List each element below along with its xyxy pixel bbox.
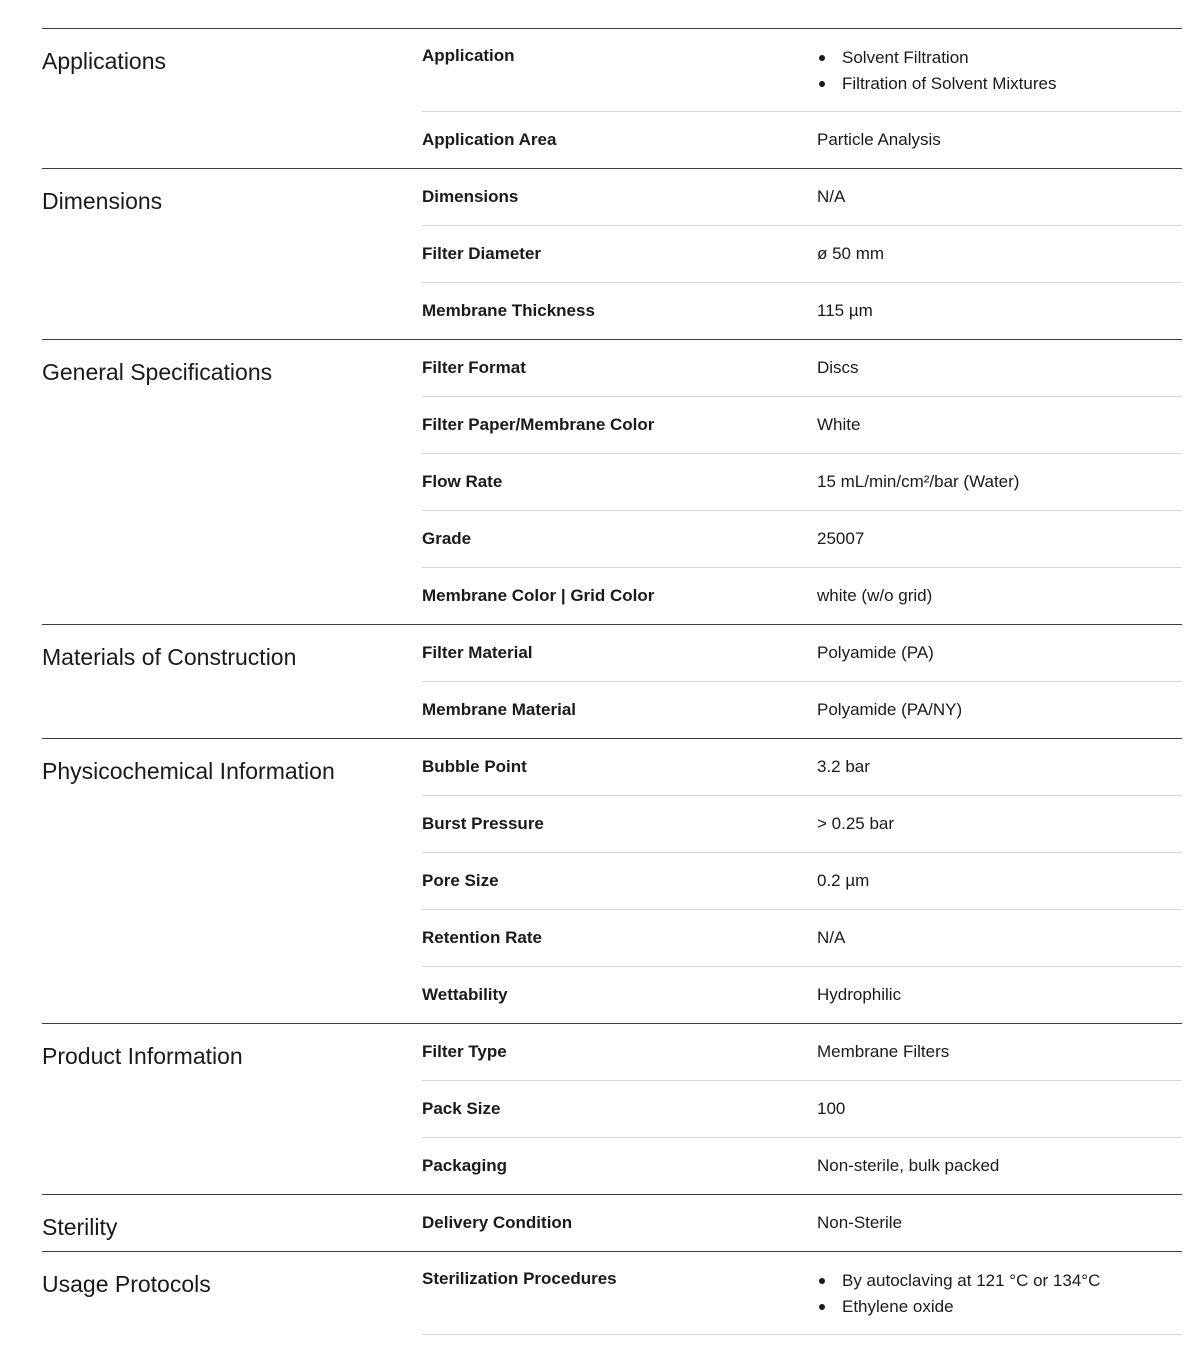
spec-row-pack-size — [422, 1081, 1182, 1138]
spec-value: N/A — [817, 187, 846, 206]
spec-section-physicochemical-information — [42, 738, 1182, 1023]
spec-section-materials-of-construction — [42, 624, 1182, 738]
spec-label: Pack Size — [422, 1099, 501, 1118]
spec-rows — [422, 1252, 1182, 1335]
spec-label: Pore Size — [422, 871, 499, 890]
section-title: Product Information — [42, 1043, 243, 1069]
spec-value: > 0.25 bar — [817, 814, 895, 833]
spec-rows — [422, 1024, 1182, 1194]
spec-value-list-item: By autoclaving at 121 °C or 134°C — [817, 1268, 1182, 1294]
spec-label: Filter Type — [422, 1042, 507, 1061]
spec-value: Membrane Filters — [817, 1042, 950, 1061]
spec-row-membrane-color-grid-color — [422, 568, 1182, 624]
spec-row-filter-paper-membrane-color — [422, 397, 1182, 454]
spec-section-applications — [42, 28, 1182, 168]
spec-value: 25007 — [817, 529, 865, 548]
spec-value: White — [817, 415, 861, 434]
spec-rows — [422, 340, 1182, 624]
spec-rows — [422, 29, 1182, 168]
section-title: Applications — [42, 48, 167, 74]
spec-label: Dimensions — [422, 187, 519, 206]
section-title: Physicochemical Information — [42, 758, 335, 784]
spec-value: 3.2 bar — [817, 757, 870, 776]
spec-row-flow-rate — [422, 454, 1182, 511]
spec-rows — [422, 739, 1182, 1023]
spec-label: Delivery Condition — [422, 1213, 573, 1232]
spec-row-sterilization-procedures — [422, 1252, 1182, 1335]
spec-section-sterility — [42, 1194, 1182, 1251]
spec-section-dimensions — [42, 168, 1182, 339]
spec-label: Filter Material — [422, 643, 533, 662]
spec-label: Packaging — [422, 1156, 508, 1175]
section-title: Sterility — [42, 1214, 118, 1240]
spec-label: Burst Pressure — [422, 814, 544, 833]
spec-row-filter-type — [422, 1024, 1182, 1081]
spec-row-application-area — [422, 112, 1182, 168]
spec-row-packaging — [422, 1138, 1182, 1194]
spec-value: Hydrophilic — [817, 985, 902, 1004]
spec-value-list — [817, 45, 1182, 97]
spec-row-grade — [422, 511, 1182, 568]
spec-row-retention-rate — [422, 910, 1182, 967]
spec-value: 100 — [817, 1099, 846, 1118]
spec-value: Particle Analysis — [817, 130, 941, 149]
spec-row-dimensions — [422, 169, 1182, 226]
spec-value: white (w/o grid) — [817, 586, 933, 605]
spec-label: Sterilization Procedures — [422, 1269, 617, 1288]
spec-value-list-item: Filtration of Solvent Mixtures — [817, 71, 1182, 97]
spec-row-filter-material — [422, 625, 1182, 682]
spec-value — [817, 1268, 1182, 1320]
spec-value: ø 50 mm — [817, 244, 885, 263]
spec-value: 15 mL/min/cm²/bar (Water) — [817, 472, 1020, 491]
section-title: Dimensions — [42, 188, 163, 214]
spec-label: Filter Paper/Membrane Color — [422, 415, 655, 434]
spec-row-pore-size — [422, 853, 1182, 910]
spec-rows — [422, 169, 1182, 339]
spec-label: Application Area — [422, 130, 557, 149]
spec-value-list-item: Solvent Filtration — [817, 45, 1182, 71]
spec-value-list — [817, 1268, 1182, 1320]
spec-rows — [422, 1195, 1182, 1251]
spec-value: Discs — [817, 358, 859, 377]
spec-label: Membrane Color | Grid Color — [422, 586, 655, 605]
spec-label: Application — [422, 46, 515, 65]
spec-label: Wettability — [422, 985, 508, 1004]
section-title: Usage Protocols — [42, 1271, 211, 1297]
spec-row-filter-format — [422, 340, 1182, 397]
spec-value: Non-sterile, bulk packed — [817, 1156, 1000, 1175]
spec-row-burst-pressure — [422, 796, 1182, 853]
specifications-table — [42, 28, 1182, 1335]
spec-section-usage-protocols — [42, 1251, 1182, 1335]
spec-label: Flow Rate — [422, 472, 503, 491]
section-title: Materials of Construction — [42, 644, 297, 670]
spec-value: 115 µm — [817, 301, 873, 320]
spec-label: Bubble Point — [422, 757, 527, 776]
spec-value: 0.2 µm — [817, 871, 870, 890]
spec-section-product-information — [42, 1023, 1182, 1194]
spec-value — [817, 45, 1182, 97]
spec-row-membrane-thickness — [422, 283, 1182, 339]
spec-label: Filter Diameter — [422, 244, 542, 263]
spec-value: Polyamide (PA/NY) — [817, 700, 963, 719]
spec-label: Retention Rate — [422, 928, 542, 947]
spec-row-delivery-condition — [422, 1195, 1182, 1251]
spec-section-general-specifications — [42, 339, 1182, 624]
spec-label: Membrane Material — [422, 700, 576, 719]
spec-label: Grade — [422, 529, 472, 548]
spec-label: Filter Format — [422, 358, 526, 377]
spec-value: Polyamide (PA) — [817, 643, 934, 662]
spec-label: Membrane Thickness — [422, 301, 595, 320]
spec-row-wettability — [422, 967, 1182, 1023]
spec-row-filter-diameter — [422, 226, 1182, 283]
spec-rows — [422, 625, 1182, 738]
spec-value: N/A — [817, 928, 846, 947]
section-title: General Specifications — [42, 359, 273, 385]
spec-row-application — [422, 29, 1182, 112]
spec-row-membrane-material — [422, 682, 1182, 738]
spec-row-bubble-point — [422, 739, 1182, 796]
spec-value-list-item: Ethylene oxide — [817, 1294, 1182, 1320]
spec-value: Non-Sterile — [817, 1213, 903, 1232]
